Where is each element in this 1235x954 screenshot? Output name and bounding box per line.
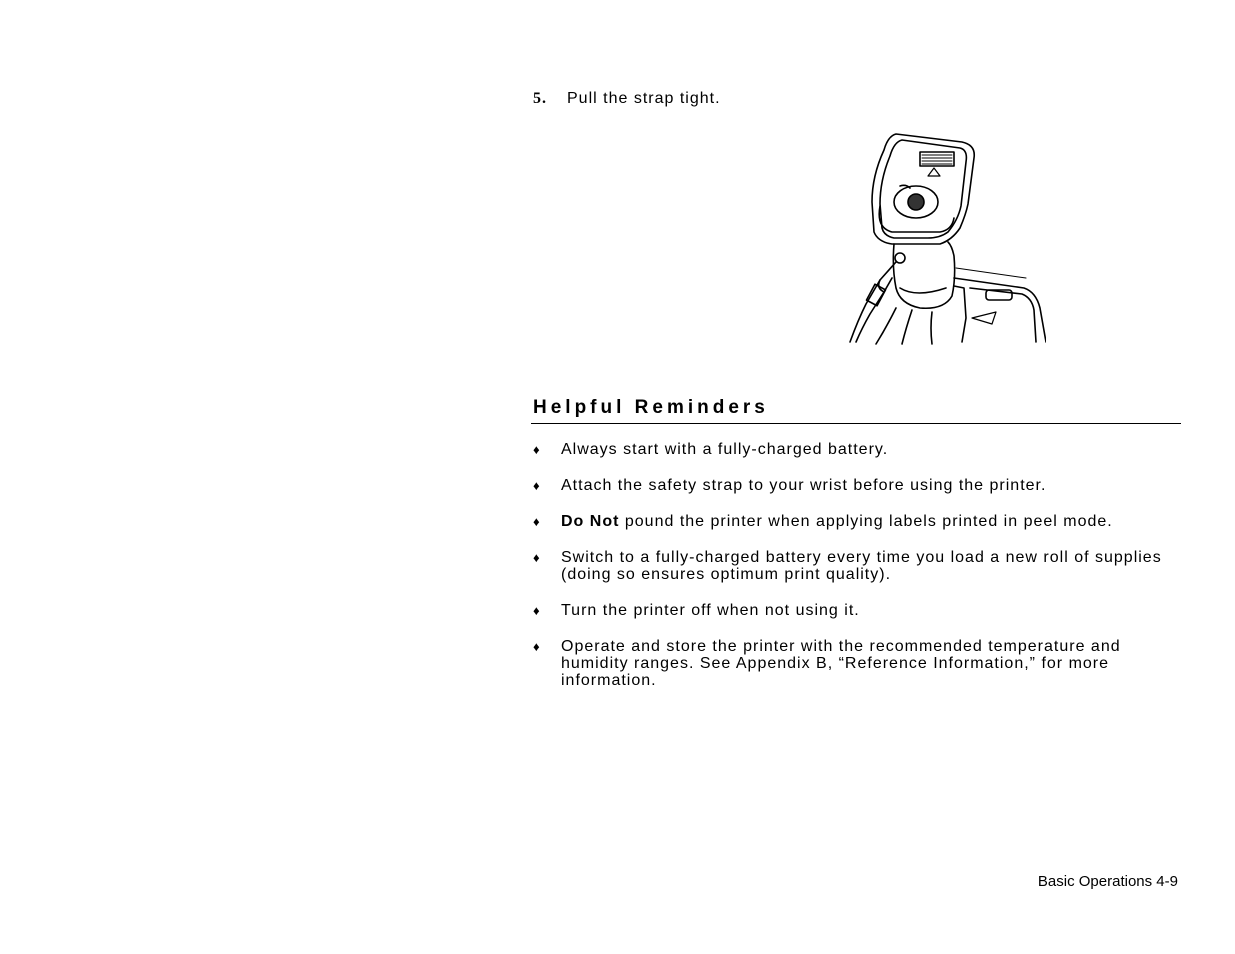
- step-5: [533, 90, 721, 108]
- item-text: Always start with a fully-charged battery.: [561, 441, 889, 458]
- printer-strap-illustration: [836, 128, 1046, 346]
- item-text: Attach the safety strap to your wrist before using the printer.: [561, 477, 1047, 494]
- diamond-bullet-icon: ♦: [533, 550, 541, 565]
- item-text: Turn the printer off when not using it.: [561, 602, 860, 619]
- diamond-bullet-icon: ♦: [533, 639, 541, 654]
- diamond-bullet-icon: ♦: [533, 478, 541, 493]
- list-item: [533, 441, 1183, 458]
- item-emphasis: Do Not: [561, 513, 620, 530]
- diamond-bullet-icon: ♦: [533, 514, 541, 529]
- step-text: Pull the strap tight.: [567, 90, 721, 107]
- diamond-bullet-icon: ♦: [533, 442, 541, 457]
- diamond-bullet-icon: ♦: [533, 603, 541, 618]
- reminders-list: [533, 441, 1183, 708]
- section-heading: Helpful Reminders: [533, 397, 769, 418]
- list-item: [533, 513, 1183, 530]
- list-item: [533, 477, 1183, 494]
- list-item: [533, 638, 1183, 689]
- heading-divider: [531, 423, 1181, 424]
- list-item: [533, 602, 1183, 619]
- item-text: Operate and store the printer with the recommended temperature and humidity ranges. See Appendix B, “Reference Information,” for more information.: [561, 638, 1121, 689]
- list-item: [533, 549, 1183, 583]
- page-footer: Basic Operations 4-9: [1037, 873, 1178, 890]
- item-text: Switch to a fully-charged battery every time you load a new roll of supplies (doing so ensures optimum print quality).: [561, 549, 1162, 583]
- item-text: pound the printer when applying labels printed in peel mode.: [619, 513, 1113, 530]
- step-number: 5.: [533, 90, 547, 107]
